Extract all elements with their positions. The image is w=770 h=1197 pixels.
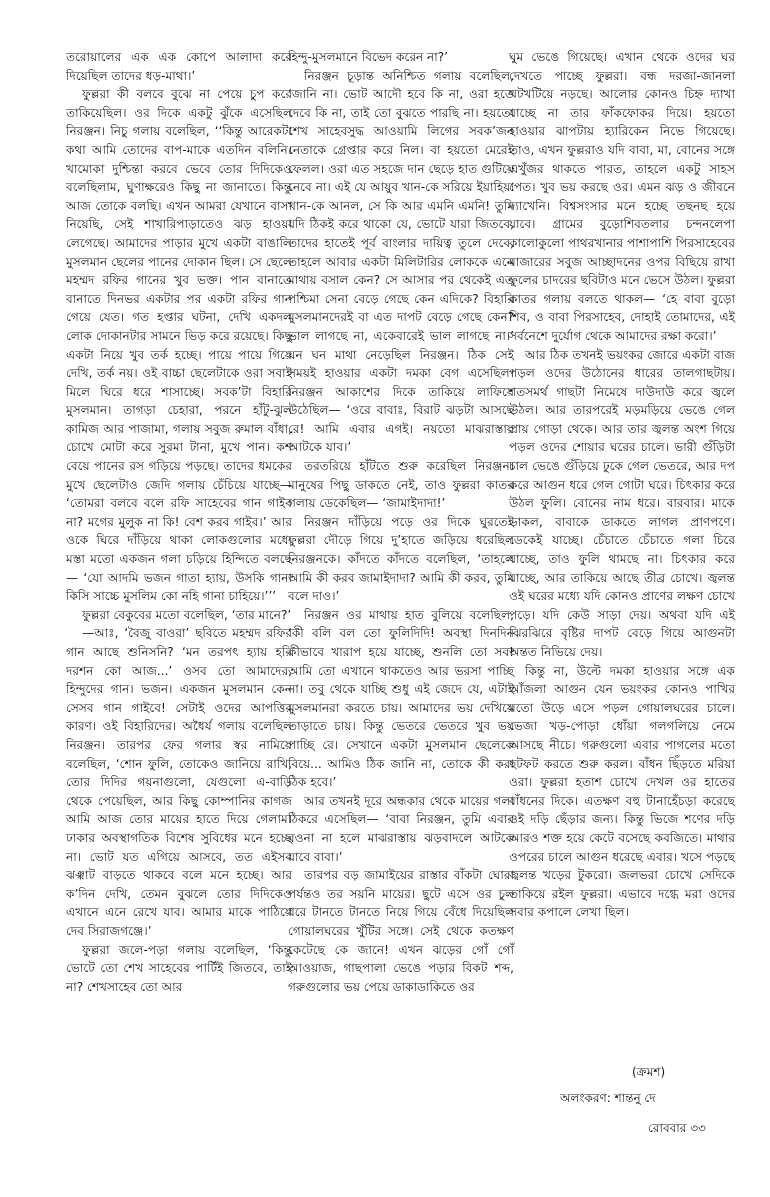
- paragraph: কিন্তু না, উল্টে দমকা হাওয়ার সঙ্গে এক আঁজলা আগুন যেন ভয়ংকর কোনও পাখির মতো উড়ে এসে পড়ল গোয়ালঘরের চালে। ভেজা খড়-পোড়া ধোঁয়া গলগলিয়ে নেমে আসছে নীচে। গরুগুলো এবার পাগলের মতো ছটফট করতে শুরু করল। বাঁধন ছিঁড়তে মরিয়া ওরা। ফুল্লরা হতাশ চোখে দেখল ওর হাতের বাঁধনের দিকে। এতক্ষণ বহু টানাহেঁচড়া করেছে ওই দড়ি ছেঁড়ার জন্য। কিন্তু ভিজে শণের দড়ি আরও শক্ত হয়ে কেটে বসেছে কবজিতে। মাথার ওপরের চালে আগুন ধরেছে এবার। খসে পড়ছে জ্বলন্ত খড়ের টুকরো। জলভরা চোখে সেদিকে তাকিয়ে রইল ফুল্লরা। এভাবে দগ্ধে মরা ওদের সবার কপালে লেখা ছিল।: [509, 663, 735, 920]
- paragraph: ফুল্লরা বেকুবের মতো বলেছিল, ‘তার মানে?’: [82, 607, 292, 622]
- paragraph: ফুল্লরা কী বলবে বুঝে না পেয়ে চুপ করে তাকিয়েছিল। ওর দিকে একটু ঝুঁকে এসেছিল নিরঞ্জন। নিচু গলায় বলেছিল, ‘‘কিন্তু আরেকটা কথা আমি তোদের বাপ-মাকে এতদিন বলিনি। খামোকা দুশ্চিন্তা করবে ভেবে তোর দিদিকেও বলেছিলাম, ঘুণাক্ষরেও কিছু না জানাতে। কিন্তু আজ তোকে বলছি। এখন আমরা যেখানে বাসা নিয়েছি, সেই শাখারিপাড়াতেও ঝড় হাওয়া লেগেছে। আমাদের পাড়ার মুখে একটা বাঙালি মুসলমান ছেলের পানের দোকান ছিল। সে ছেলে মহম্মদ রফির গানের খুব ভক্ত। পান বানাতে বানাতে দিনভর একটার পর একটা রফির গান গেয়ে যেত। গত হপ্তার ঘটনা, দেখি একদল লোক দোকানটার সামনে ভিড় করে রয়েছে। কিছু একটা নিয়ে খুব তর্ক হচ্ছে। পায়ে পায়ে গিয়ে দেখি, তর্ক নয়। ওই বাচ্চা ছেলেটাকে ওরা সবাই মিলে ঘিরে ধরে শাসাচ্ছে। সবক’টা বিহারি মুসলমান। তাগড়া চেহারা, পরনে হাঁটু-ঝুল কামিজ আর পাজামা, গলায় সবুজ রুমাল বাঁধা, চোখে মোটা করে সুরমা টানা, মুখে পান। কশ বেয়ে পানের রস গড়িয়ে পড়ছে। তাদের ধমকের মুখে ছেলেটাও জেদি গলায় চেঁচিয়ে যাচ্ছে— ‘তোমরা বলবে বলে রফি সাহেবের গান গাইব না? মগের মুলুক না কি! বেশ করব গাইব।’ আর ওকে ঘিরে দাঁড়িয়ে থাকা লোকগুলোর মধ্যে মস্তা মতো একজন গলা চড়িয়ে হিন্দিতে বলছে— ‘যো আদমি ভজন গাতা হ্যায়, উসকি গানা কিসি সাচ্চে মুসলিম কো নহি গানা চাহিয়ে।’’’: [66, 87, 292, 604]
- paragraph: আর ঠিক তখনই ভয়ংকর জোরে একটা বাজ পড়ল ওদের উঠোনের ধারের তালগাছটায়। শতসমর্থ গাছটা নিমেষে দাউদাউ করে জ্বলে উঠল। আর তারপরেই মড়মড়িয়ে ভেঙে গেল প্রায় গোড়া থেকে। আর তার জ্বলন্ত অংশ গিয়ে পড়ল ওদের শোয়ার ঘরের চালে। ভারী গুঁড়িটা চাল ভেঙে গুঁড়িয়ে ঢুকে গেল ভেতরে, আর দপ করে আগুন ধরে গেল গোটা ঘরে। চিৎকার করে উঠল ফুলি। বোনের নাম ধরে। বারবার। মাকে ডাকল, বাবাকে ডাকতে লাগল প্রাণপণে। ডেকেই যাচ্ছে। চেঁচাতে চেঁচাতে গলা চিরে যাচ্ছে, তাও ফুলি থামছে না। চিৎকার করে যাচ্ছে, আর তাকিয়ে আছে তীব্র চোখে। জ্বলন্ত ওই ঘরের মধ্যে যদি কোনও প্রাণের লক্ষণ চোখে পড়ে। যদি কেউ সাড়া দেয়। অথবা যদি এই ঝিরঝিরে বৃষ্টির দাপট বেড়ে গিয়ে আগুনটা অন্তত নিভিয়ে দেয়।: [509, 347, 735, 659]
- column-2: [288, 48, 514, 996]
- paragraph: তরতরিয়ে হাঁটতে শুরু করেছিল নিরঞ্জন। মানুষের পিছু ডাকতে নেই, তাও ফুল্লরা কাতর গলায় ডেকেছিল— ‘জামাইদাদা!’: [288, 459, 514, 511]
- continued-label: (ক্রমশ): [632, 1065, 666, 1079]
- illustration-credit: অলংকরণ: শান্তনু দে: [560, 1091, 656, 1105]
- paragraph: তরোয়ালের এক এক কোপে আলাদা করে দিয়েছিল তাদের ধড়-মাথা।’: [66, 50, 292, 83]
- paragraph: ফুল্লরা জলে-পড়া গলায় বলেছিল, ‘কিন্তু ভোটে তো শেখ সাহেবের পার্টিই জিতবে, তাই না? শেখসাহেব তো আর: [66, 942, 292, 994]
- paragraph: হিন্দু-মুসলমানে বিভেদ করেন না?’: [288, 50, 449, 64]
- paragraph: তারপর বড় জামাইয়ের রাস্তার বাঁকটা ঘোরা পর্যন্তও তর সয়নি মায়ের। ছুটে এসে ওর চুল ধরে টানতে টানতে নিয়ে গিয়ে বেঁধে দিয়েছিল গোয়ালঘরের খুঁটির সঙ্গে। সেই থেকে কতক্ষণ কেটেছে কে জানে! এখন ঝড়ের গোঁ গোঁ আওয়াজ, গাছপালা ভেঙে পড়ার বিকট শব্দ, গরুগুলোর ভয় পেয়ে ডাকাডাকিতে ওর: [288, 868, 514, 994]
- paragraph: নিরঞ্জন চূড়ান্ত অনিশ্চিত গলায় বলেছিল, ‘জানি না। ভোট আদৌ হবে কি না, ওরা হতে দেবে কি না, তাই তো বুঝতে পারছি না। হয়তো শেখ সাহেবসুদ্ধ আওয়ামি লিগের সবক’জন নেতাকে গ্রেপ্তার করে নিল। বা হয়তো মেরেই ফেলল। ওরা এত সহজে দান ছেড়ে হাত গুটিয়ে নেবে না। এই যে আয়ুব খান-কে সরিয়ে ইয়াহিয়া খান-কে আনল, সে কি আর এমনি এমনি! তুমি যদি ঠিকই করে থাকো যে, ভোটে যারা জিতবে, তাদের হাতেই পূর্ব বাংলার দায়িত্ব তুলে দেবে, তাহলে আবার একটা মিলিটারির লোককে এনে মাথায় বসাল কেন? সে আসার পর থেকেই এত পশ্চিমা সেনা বেড়ে গেছে কেন এদিকে? বিহারি মুসলমানদেরই বা এত দাপট বেড়ে গেছে কেন? ভাল লাগছে না, একেবারেই ভাল লাগছে না।’ ঘন ঘন মাথা নেড়েছিল নিরঞ্জন। ঠিক সেই সময়ই হাওয়ার একটা দমকা বেগ এসেছিল। নিরঞ্জন আকাশের দিকে তাকিয়ে লাফিয়ে উঠেছিল— ‘ওরে বাবাঃ, বিরাট ঝড়টা আসছে রে! আমি এবার এগই। নয়তো মাঝরাস্তায় আটকে যাব।’: [288, 68, 514, 455]
- paragraph: নিরঞ্জন দাঁড়িয়ে পড়ে ওর দিকে ঘুরতেই ফুল্লরা দৌড়ে গিয়ে দু’হাতে জড়িয়ে ধরেছিল নিরঞ্জনকে। কাঁদতে কাঁদতে বলেছিল, ‘তাহলে আমি কী করব জামাইদাদা? আমি কী করব, তুমি বলে দাও।’: [288, 514, 514, 604]
- column-1: [66, 48, 292, 996]
- paragraph: নিরঞ্জন ওর মাথায় হাত বুলিয়ে বলেছিল, ‘কী বলি বল তো ফুলিদিদি! অবস্থা দিনদিন কীভাবে খারাপ হয়ে যাচ্ছে, শুনলি তো সব! আমি তো এখানে থাকতেও আর ভরসা পাচ্ছি না। তবু থেকে যাচ্ছি শুধু এই জেদে যে, এটাই মুসলমানরা করতে চায়। আমাদের ভয় দেখিয়ে তাড়াতে চায়। কিন্তু ভেতরে ভেতরে খুব ভয় পাচ্ছি রে। সেখানে একটা মুসলমান ছেলেকে বিয়ে... আমিও ঠিক জানি না, তোকে কী করা ঠিক হবে।’: [288, 607, 514, 790]
- paragraph: ঘুম ভেঙে গিয়েছে। এখান থেকে ওদের ঘর দেখতে পাচ্ছে ফুল্লরা। বন্ধ দরজা-জানলা খটখটিয়ে নড়ছে। আলোর কোনও চিহ্ন দ্যাখা যাচ্ছে না তার ফাঁকফোকর দিয়ে। হয়তো হাওয়ার ঝাপটায় হ্যারিকেন নিভে গিয়েছে। তাও, এখন ফুল্লরাও যদি বাবা, মা, বোনের সঙ্গে এখুঁজর থাকতে পারত, তাহলে একটু সাহস পেত। খুব ভয় করছে ওর। এমন ঝড় ও জীবনে দ্যাখেনি। বিশ্বসংসার মনে হচ্ছে তছনছ হয়ে যাবে। গ্রামের বুড়োশিবতলার চন্দনলেপা কালোকুলো পাথরখানার পাশাপাশি পিরসাহেবের মাজারের সবুজ আচ্ছাদনের ওপর বিছিয়ে রাখা ফুলের চাদরের ছবিটাও মনে ভেসে উঠল। ফুল্লরা কাতর গলায় বলতে থাকল— ‘হে বাবা বুড়ো শিব, ও বাবা পিরসাহেব, দোহাই তোমাদের, এই সর্বনেশে দুর্যোগ থেকে আমাদের রক্ষা করো।’: [509, 50, 735, 343]
- page-folio: রোববার ৩৩: [648, 1121, 706, 1135]
- paragraph: —আঃ, ‘বৈজু বাওরা’ ছবিতে মহম্মদ রফির গান আছে শুনিসনি? ‘মন তরপৎ হ্যায় হরি দরশন কো আজ...’ ওসব তো আমাদের, হিন্দুদের গান। ভজন। একজন মুসলমান কেন সেসব গান গাইবে! সেটাই ওদের আপত্তির কারণ। ওই বিহারিদের। অধৈর্য গলায় বলেছিল নিরঞ্জন। তারপর ফের গলার স্বর নামিয়ে বলেছিল, ‘শোন ফুলি, তোকেও জানিয়ে রাখি, তোর দিদির গয়নাগুলো, যেগুলো এ-বাড়ি থেকে পেয়েছিল, আর কিছু কোম্পানির কাগজ আমি আজ তোর মায়ের হাতে দিয়ে গেলাম। ঢাকার অবস্থাগতিক বিশেষ সুবিধের মনে হচ্ছে না। ভোট যত এগিয়ে আসবে, তত এইসব ঝঞ্ঝাট বাড়তে থাকবে বলে মনে হচ্ছে। আর ক’দিন দেখি, তেমন বুঝলে তোর দিদিকেও এখানে এনে রেখে যাব। আমার মাকে পাঠিয়ে দেব সিরাজগঞ্জে।’: [66, 626, 292, 938]
- column-3: [509, 48, 735, 922]
- paragraph: আর তখনই দূরে অন্ধকার থেকে মায়ের গলা ঠিকরে এসেছিল— ‘বাবা নিরঞ্জন, তুমি এবার রওনা না হলে মাঝরাস্তায় ঝড়বাদলে আটকে যাবে বাবা।’: [288, 793, 514, 864]
